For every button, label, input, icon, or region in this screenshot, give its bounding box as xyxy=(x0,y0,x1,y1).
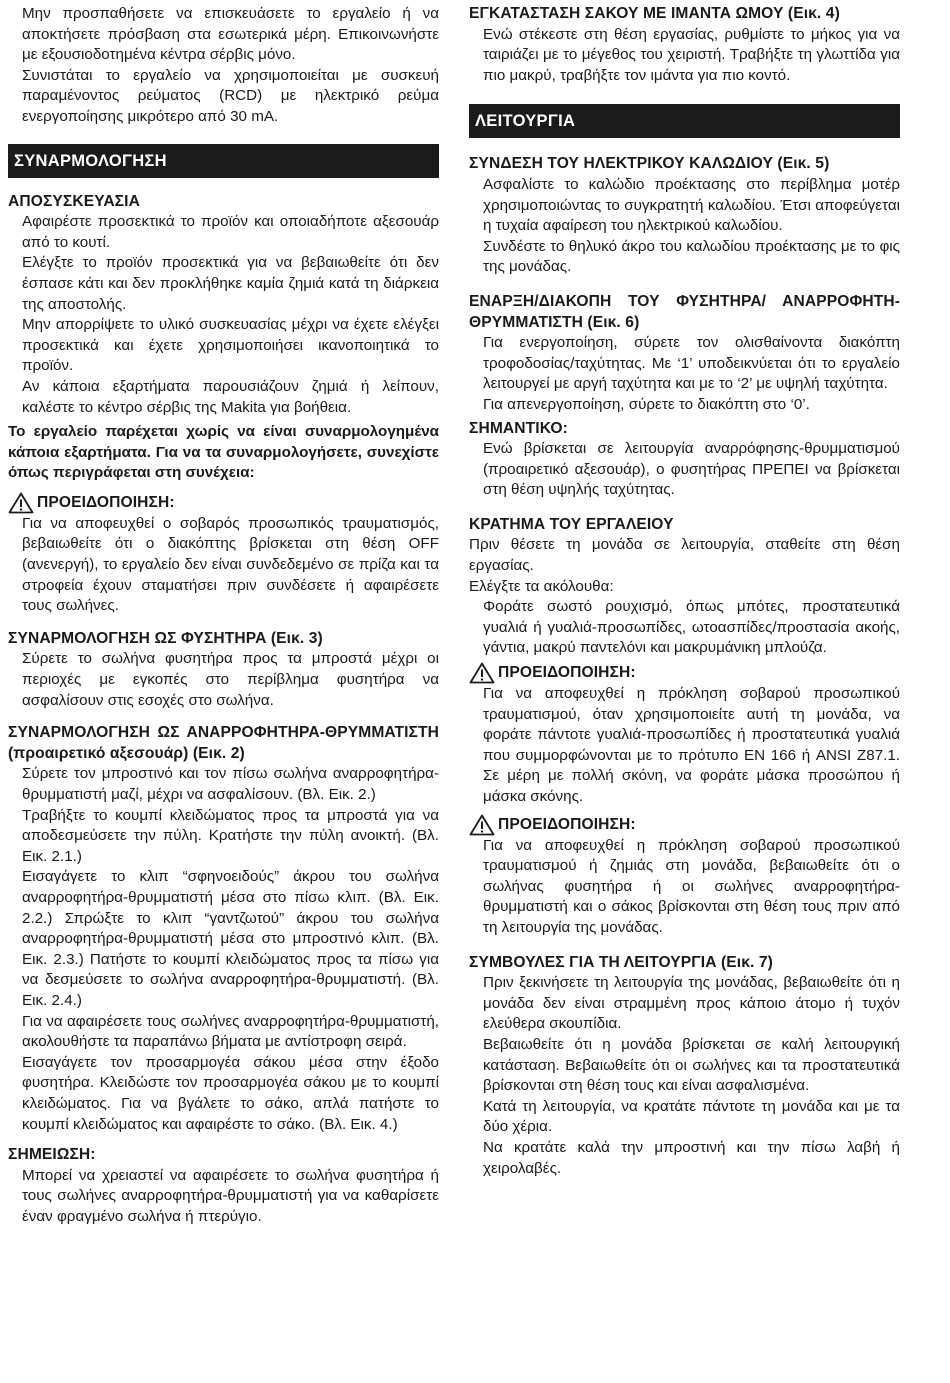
warning-label: ΠΡΟΕΙΔΟΠΟΙΗΣΗ: xyxy=(498,816,636,833)
section-heading: ΣΥΝΔΕΣΗ ΤΟΥ ΗΛΕΚΤΡΙΚΟΥ ΚΑΛΩΔΙΟΥ (Εικ. 5) xyxy=(469,155,830,173)
section-heading: ΣΥΝΑΡΜΟΛΟΓΗΣΗ ΩΣ ΑΝΑΡΡΟΦΗΤΗΡΑ-ΘΡΥΜΜΑΤΙΣΤΗ (προαιρετικό αξεσουάρ) (Εικ. 2) xyxy=(8,724,439,762)
section-heading: ΕΓΚΑΤΑΣΤΑΣΗ ΣΑΚΟΥ ΜΕ ΙΜΑΝΤΑ ΩΜΟΥ (Εικ. 4) xyxy=(469,5,840,22)
paragraph: Να κρατάτε καλά την μπροστινή και την πίσω λαβή ή χειρολαβές. xyxy=(483,1138,900,1177)
warning-heading xyxy=(469,662,900,684)
paragraph: Σύρετε το σωλήνα φυσητήρα προς τα μπροστά μέχρι οι περιοχές με εγκοπές στο περίβλημα φυσητήρα να ασφαλίσουν στις εσοχές στο σωλήνα. xyxy=(22,650,439,709)
paragraph: Για να αφαιρέσετε τους σωλήνες αναρροφητήρα-θρυμματιστή, ακολουθήστε τα παραπάνω βήματα με αντίστροφη σειρά. xyxy=(22,1012,439,1051)
warning-heading xyxy=(469,814,900,836)
paragraph: Για απενεργοποίηση, σύρετε το διακόπτη στο ‘0’. xyxy=(483,395,810,413)
section-heading: ΣΥΜΒΟΥΛΕΣ ΓΙΑ ΤΗ ΛΕΙΤΟΥΡΓΙΑ (Εικ. 7) xyxy=(469,953,773,971)
warning-label: ΠΡΟΕΙΔΟΠΟΙΗΣΗ: xyxy=(498,664,636,682)
warning-heading xyxy=(8,492,439,514)
bold-note: Το εργαλείο παρέχεται χωρίς να είναι συναρμολογημένα κάποια εξαρτήματα. Για να τα συναρμολογήσετε, συνεχίστε όπως περιγράφεται στη συνέχεια: xyxy=(8,423,439,482)
warning-text: Για να αποφευχθεί η πρόκληση σοβαρού προσωπικού τραυματισμού, όταν χρησιμοποιείτε αυτή τη μονάδα, να φοράτε πάντοτε γυαλιά-προσωπίδες ή προστατευτικά γυαλιά που συμμορφώνονται με το πρότυπο EN 166 ή ANSI Z87.1. Σε μέρη με πολλή σκόνη, να φοράτε μάσκα προσώπου ή μάσκα σκόνης. xyxy=(483,685,900,805)
paragraph: Κατά τη λειτουργία, να κρατάτε πάντοτε τη μονάδα και με τα δύο χέρια. xyxy=(483,1097,900,1136)
paragraph: Εισαγάγετε το κλιπ “σφηνοειδούς” άκρου του σωλήνα αναρροφητήρα-θρυμματιστή μέσα στο πίσω κλιπ. (Βλ. Εικ. 2.2.) Σπρώξτε το κλιπ “γαντζωτού” άκρου του σωλήνα αναρροφητήρα-θρυμματιστή μέσα στο μπροστινό κλιπ. (Βλ. Εικ. 2.3.) Πατήστε το κουμπί κλειδώματος προς τα πίσω για να δεσμεύσετε το σωλήνα αναρροφητήρα-θρυμματιστή. (Βλ. Εικ. 2.4.) xyxy=(22,868,439,1009)
important-heading: ΣΗΜΑΝΤΙΚΟ: xyxy=(469,419,568,437)
paragraph: Συνδέστε το θηλυκό άκρο του καλωδίου προέκτασης με το φις της μονάδας. xyxy=(483,237,900,276)
paragraph: Σύρετε τον μπροστινό και τον πίσω σωλήνα αναρροφητήρα-θρυμματιστή μαζί, μέχρι να ασφαλίσουν. (Βλ. Εικ. 2.) xyxy=(22,765,439,803)
paragraph: Πριν ξεκινήσετε τη λειτουργία της μονάδας, βεβαιωθείτε ότι η μονάδα δεν είναι στραμμένη προς κάποιο άτομο ή τυχόν ελεύθερα σκουπίδια. xyxy=(483,974,900,1033)
warning-triangle-icon xyxy=(469,662,495,684)
paragraph: Ενώ στέκεστε στη θέση εργασίας, ρυθμίστε το μήκος για να ταιριάζει με το μέγεθος του χειριστή. Τραβήξτε τη γλωττίδα για πιο μακρύ, τραβήξτε τον ιμάντα για πιο κοντό. xyxy=(483,25,900,84)
section-heading: ΑΠΟΣΥΣΚΕΥΑΣΙΑ xyxy=(8,192,140,210)
warning-triangle-icon xyxy=(469,814,495,836)
warning-label: ΠΡΟΕΙΔΟΠΟΙΗΣΗ: xyxy=(37,494,175,512)
section-band-operation: ΛΕΙΤΟΥΡΓΙΑ xyxy=(469,104,900,138)
intro-paragraph: Μην προσπαθήσετε να επισκευάσετε το εργαλείο ή να αποκτήσετε πρόσβαση στα εσωτερικά μέρη. Επικοινωνήστε με εξουσιοδοτημένα κέντρα σέρβις μόνο. xyxy=(22,5,439,64)
important-text: Ενώ βρίσκεται σε λειτουργία αναρρόφησης-θρυμματισμού (προαιρετικό αξεσουάρ), ο φυσητήρας ΠΡΕΠΕΙ να βρίσκεται στη θέση υψηλής ταχύτητας. xyxy=(483,440,900,499)
intro-paragraph: Συνιστάται το εργαλείο να χρησιμοποιείται με συσκευή παραμένοντος ρεύματος (RCD) με ηλεκτρικό ρεύμα ενεργοποίησης μικρότερο από 30 mA. xyxy=(22,66,439,125)
section-heading: ΚΡΑΤΗΜΑ ΤΟΥ ΕΡΓΑΛΕΙΟΥ xyxy=(469,515,674,533)
paragraph: Εισαγάγετε τον προσαρμογέα σάκου μέσα στην έξοδο φυσητήρα. Κλειδώστε τον προσαρμογέα σάκου με το κουμπί κλειδώματος. Για να βγάλετε το σάκο, απλά πατήστε το κουμπί κλειδώματος και αφαιρέστε το σάκο. (Βλ. Εικ. 4.) xyxy=(22,1053,439,1133)
paragraph: Μην απορρίψετε το υλικό συσκευασίας μέχρι να έχετε ελέγξει προσεκτικά και έχετε χρησιμοποιήσει ικανοποιητικά το προϊόν. xyxy=(22,316,439,375)
warning-triangle-icon xyxy=(8,492,34,514)
warning-text: Για να αποφευχθεί ο σοβαρός προσωπικός τραυματισμός, βεβαιωθείτε ότι ο διακόπτης βρίσκεται στη θέση OFF (ανενεργή), το εργαλείο δεν είναι συνδεδεμένο σε πρίζα και τα στροφεία έχουν σταματήσει πριν συνδέσετε ή αφαιρέσετε τους σωλήνες. xyxy=(22,514,439,615)
paragraph: Ελέγξτε το προϊόν προσεκτικά για να βεβαιωθείτε ότι δεν έσπασε κάτι και δεν προκλήθηκε καμία ζημιά κατά τη διάρκεια της αποστολής. xyxy=(22,254,439,313)
paragraph: Αφαιρέστε προσεκτικά το προϊόν και οποιαδήποτε αξεσουάρ από το κουτί. xyxy=(22,213,439,251)
section-heading: ΕΝΑΡΞΗ/ΔΙΑΚΟΠΗ ΤΟΥ ΦΥΣΗΤΗΡΑ/ ΑΝΑΡΡΟΦΗΤΗ-ΘΡΥΜΜΑΤΙΣΤΗ (Εικ. 6) xyxy=(469,292,900,331)
paragraph: Πριν θέσετε τη μονάδα σε λειτουργία, σταθείτε στη θέση εργασίας. xyxy=(469,536,900,575)
note-text: Μπορεί να χρειαστεί να αφαιρέσετε το σωλήνα φυσητήρα ή τους σωλήνες αναρροφητήρα-θρυμματιστή για να καθαρίσετε έναν φραγμένο σωλήνα ή πτερύγιο. xyxy=(22,1166,439,1225)
right-column xyxy=(469,4,900,1179)
note-heading: ΣΗΜΕΙΩΣΗ: xyxy=(8,1146,96,1164)
warning-text: Για να αποφευχθεί η πρόκληση σοβαρού προσωπικού τραυματισμού ή ζημιάς στη μονάδα, βεβαιωθείτε ότι ο σωλήνας φυσητήρα ή οι σωλήνες αναρροφητήρα-θρυμματιστή και ο σάκος βρίσκονται στη θέση τους πριν από τη λειτουργία της μονάδας. xyxy=(483,836,900,936)
paragraph: Ελέγξτε τα ακόλουθα: xyxy=(469,577,614,595)
paragraph: Ασφαλίστε το καλώδιο προέκτασης στο περίβλημα μοτέρ χρησιμοποιώντας το συγκρατητή καλωδίου. Έτσι αποφεύγεται η τυχαία αφαίρεση του ηλεκτρικού καλωδίου. xyxy=(483,175,900,235)
paragraph: Αν κάποια εξαρτήματα παρουσιάζουν ζημιά ή λείπουν, καλέστε το κέντρο σέρβις της Makita για βοήθεια. xyxy=(22,377,439,416)
section-band-assembly: ΣΥΝΑΡΜΟΛΟΓΗΣΗ xyxy=(8,144,439,178)
left-column xyxy=(8,4,439,1227)
paragraph: Φοράτε σωστό ρουχισμό, όπως μπότες, προστατευτικά γυαλιά ή γυαλιά-προσωπίδες, ωτοασπίδες/προστασία ακοής, γάντια, μακρύ παντελόνι και μακρυμάνικη μπλούζα. xyxy=(483,598,900,657)
paragraph: Για ενεργοποίηση, σύρετε τον ολισθαίνοντα διακόπτη τροφοδοσίας/ταχύτητας. Με ‘1’ υποδεικνύεται ότι το εργαλείο λειτουργεί με αργή ταχύτητα και με το ‘2’ με υψηλή ταχύτητα. xyxy=(483,334,900,393)
paragraph: Βεβαιωθείτε ότι η μονάδα βρίσκεται σε καλή λειτουργική κατάσταση. Βεβαιωθείτε ότι οι σωλήνες και τα προστατευτικά βρίσκονται στη θέση τους και είναι ασφαλισμένα. xyxy=(483,1035,900,1095)
section-heading: ΣΥΝΑΡΜΟΛΟΓΗΣΗ ΩΣ ΦΥΣΗΤΗΡΑ (Εικ. 3) xyxy=(8,629,323,647)
paragraph: Τραβήξτε το κουμπί κλειδώματος προς τα μπροστά για να αποδεσμεύσετε την πύλη. Κρατήστε την πύλη ανοικτή. (Βλ. Εικ. 2.1.) xyxy=(22,806,439,865)
